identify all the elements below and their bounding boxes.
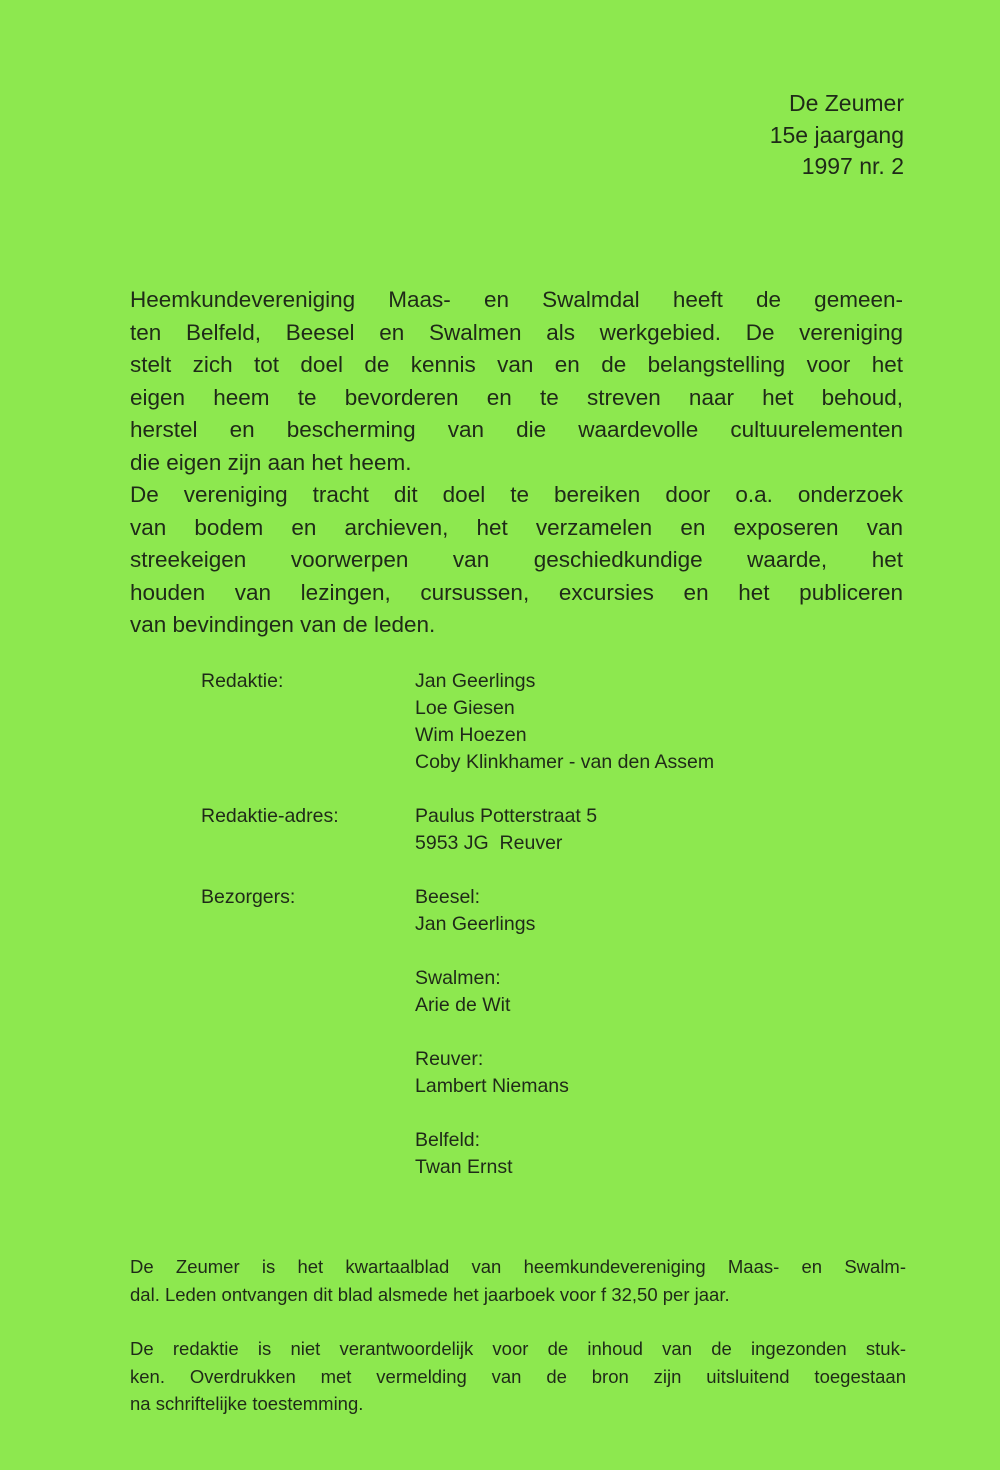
journal-issue: 1997 nr. 2 [801,153,904,179]
text-line: De redaktie is niet verantwoordelijk voor de inhoud van de ingezonden stuk- [130,1338,906,1359]
journal-title: De Zeumer [788,90,904,116]
text-line: De Zeumer is het kwartaalblad van heemkundevereniging Maas- en Swalm- [130,1256,906,1277]
text-line: van bodem en archieven, het verzamelen en exposeren van [130,514,903,540]
footer-paragraph-2 [130,1335,906,1418]
text-line: ken. Overdrukken met vermelding van de bron zijn uitsluitend toegestaan [130,1365,906,1387]
bezorger-name: Lambert Niemans [415,1075,569,1097]
text-line: De vereniging tracht dit doel te bereiken door o.a. onderzoek [130,482,903,507]
bezorger-name: Jan Geerlings [415,913,536,935]
bezorger-place: Swalmen: [415,967,501,989]
bezorger-place: Reuver: [415,1048,484,1070]
adres-row [201,803,801,857]
bezorger-group [415,1127,569,1181]
text-line: Heemkundevereniging Maas- en Swalmdal heeft de gemeen- [130,287,903,312]
bezorgers-row [201,884,801,1181]
masthead [770,88,904,183]
journal-volume: 15e jaargang [769,121,904,148]
text-line: streekeigen voorwerpen van geschiedkundige waarde, het [130,547,903,572]
bezorger-group [415,1046,569,1100]
text-line: ten Belfeld, Beesel en Swalmen als werkgebied. De vereniging [130,319,903,345]
editor-name: Wim Hoezen [415,724,527,746]
redaktie-names [415,668,714,776]
text-line: die eigen zijn aan het heem. [130,449,412,475]
editor-name: Loe Giesen [415,697,515,719]
bezorger-group [415,884,569,938]
bezorgers-list [415,884,569,1181]
text-line: van bevindingen van de leden. [130,612,436,637]
redaktie-row [201,668,801,776]
text-line: dal. Leden ontvangen dit blad alsmede het jaarboek voor f 32,50 per jaar. [130,1283,730,1305]
intro-text [130,284,903,642]
text-line: herstel en bescherming van die waardevolle cultuurelementen [130,417,903,442]
bezorger-place: Belfeld: [415,1129,481,1151]
intro-paragraph-2 [130,479,903,642]
footer-paragraph-1 [130,1253,906,1308]
text-line: na schriftelijke toestemming. [130,1393,364,1414]
bezorger-place: Beesel: [415,886,481,908]
colophon-info [201,668,801,1208]
adres-lines [415,803,597,857]
address-street: Paulus Potterstraat 5 [415,805,598,827]
footer-notes [130,1253,906,1418]
editor-name: Coby Klinkhamer - van den Assem [415,751,715,773]
adres-label: Redaktie-adres: [201,805,339,827]
bezorger-group [415,965,569,1019]
intro-paragraph-1 [130,284,903,479]
editor-name: Jan Geerlings [415,670,536,692]
bezorger-name: Twan Ernst [415,1156,513,1178]
bezorgers-label: Bezorgers: [201,886,296,908]
text-line: stelt zich tot doel de kennis van en de belangstelling voor het [130,352,903,377]
address-city: 5953 JG Reuver [415,832,563,854]
redaktie-label: Redaktie: [201,670,284,692]
bezorger-name: Arie de Wit [415,994,511,1016]
text-line: houden van lezingen, cursussen, excursies en het publiceren [130,579,903,605]
text-line: eigen heem te bevorderen en te streven naar het behoud, [130,384,903,410]
